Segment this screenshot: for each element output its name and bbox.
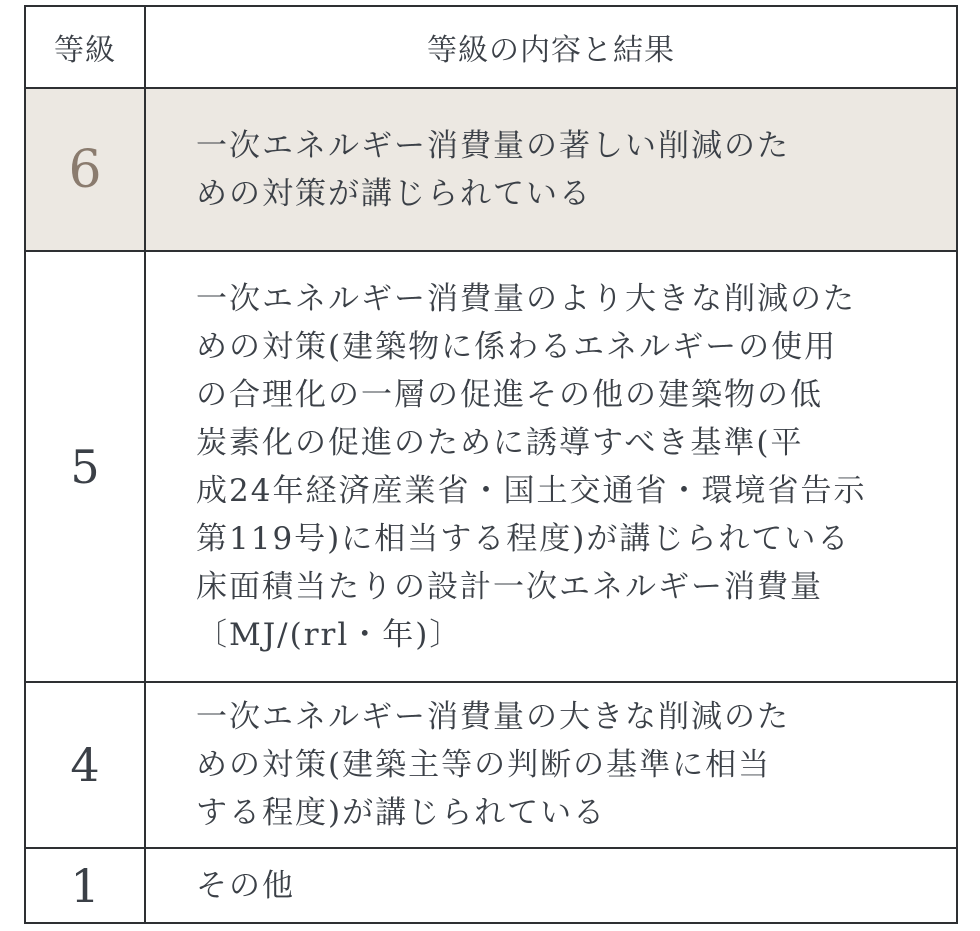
table-row-grade-6 [25, 88, 957, 251]
grade-value: 4 [25, 682, 145, 848]
content-column-header: 等級の内容と結果 [145, 6, 957, 88]
description-line: 一次エネルギー消費量のより大きな削減のた [196, 280, 856, 317]
table-row-grade-4 [25, 682, 957, 848]
header-row [25, 6, 957, 88]
grade-value: 5 [25, 251, 145, 682]
grade-description [145, 251, 957, 682]
description-line: 成24年経済産業省・国土交通省・環境省告示 [196, 472, 867, 509]
unit-line: 〔MJ/(rrl・年)〕 [196, 616, 463, 653]
description-line: めの対策(建築物に係わるエネルギーの使用 [196, 328, 838, 365]
grade-description [145, 848, 957, 923]
grade-value: 6 [25, 88, 145, 251]
description-line: 炭素化の促進のために誘導すべき基準(平 [196, 424, 804, 461]
grade-value: 1 [25, 848, 145, 923]
description-line: 一次エネルギー消費量の著しい削減のた [196, 127, 790, 164]
grade-table [24, 5, 958, 924]
description-line: めの対策(建築主等の判断の基準に相当 [196, 747, 772, 783]
table-row-grade-1 [25, 848, 957, 923]
description-line: 床面積当たりの設計一次エネルギー消費量 [196, 568, 823, 605]
description-line: 第119号)に相当する程度)が講じられている [196, 520, 851, 557]
grade-description [145, 88, 957, 251]
grade-column-header: 等級 [25, 6, 145, 88]
description-line: の合理化の一層の促進その他の建築物の低 [196, 376, 823, 413]
description-line: 一次エネルギー消費量の大きな削減のた [196, 699, 790, 735]
description-line: その他 [196, 867, 295, 904]
description-line: めの対策が講じられている [196, 175, 592, 212]
description-line: する程度)が講じられている [196, 795, 607, 831]
grade-description [145, 682, 957, 848]
table-row-grade-5 [25, 251, 957, 682]
